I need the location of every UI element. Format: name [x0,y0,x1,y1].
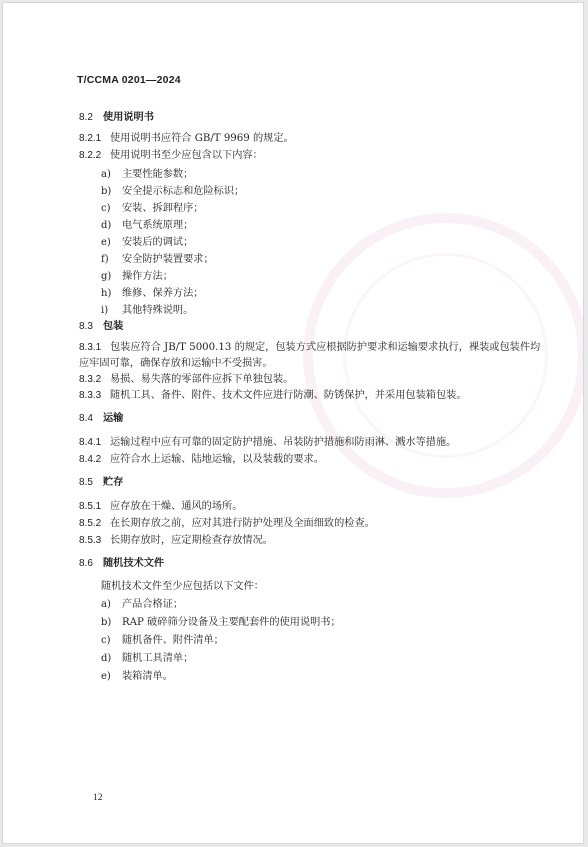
list-marker: c) [101,635,111,646]
section-number: 8.5 [79,477,93,488]
section-intro: 随机技术文件至少应包括以下文件： [101,581,264,592]
list-item-text: 产品合格证； [122,599,184,610]
list-marker: h) [101,288,112,299]
section-number: 8.6 [79,558,93,569]
clause-number: 8.4.1 [79,437,102,448]
list-item-text: 安全防护装置要求； [122,254,214,265]
document-code: T/CCMA 0201—2024 [77,74,181,86]
clause-number: 8.3.1 [79,342,102,353]
list-marker: f) [101,254,109,265]
list-marker: a) [101,599,111,610]
list-item [101,219,193,233]
clause-number: 8.2.1 [79,133,102,144]
list-item-text: 主要性能参数； [122,169,194,180]
list-marker: d) [101,220,112,231]
list-marker: a) [101,169,111,180]
clause-number: 8.3.2 [79,374,102,385]
section-heading-8-5 [79,476,123,490]
section-title: 随机技术文件 [103,558,165,569]
list-item [101,202,204,216]
watermark-seal [303,213,584,498]
section-number: 8.4 [79,413,93,424]
clause-number: 8.3.3 [79,390,102,401]
clause-text: 随机工具、备件、附件、技术文件应进行防潮、防锈保护，并采用包装箱包装。 [110,390,467,401]
clause-text: 使用说明书至少应包含以下内容： [110,150,263,161]
clause-8-5-3 [79,534,273,548]
clause-text: 运输过程中应有可靠的固定防护措施、吊装防护措施和防雨淋、溅水等措施。 [110,437,457,448]
list-item-text: 操作方法； [122,271,173,282]
clause-8-4-2 [79,453,324,467]
clause-8-3-1 [79,341,540,355]
clause-number: 8.5.2 [79,518,102,529]
list-item [101,304,193,318]
clause-text: 使用说明书应符合 GB/T 9969 的规定。 [110,133,294,144]
list-item [101,253,214,267]
list-marker: c) [101,203,111,214]
list-item-text: 随机备件、附件清单； [122,635,224,646]
list-item-text: 随机工具清单； [122,653,194,664]
section-number: 8.2 [79,112,93,123]
document-page [2,2,584,844]
list-item-text: 其他特殊说明。 [122,305,194,316]
clause-text: 在长期存放之前，应对其进行防护处理及全面细致的检查。 [110,518,375,529]
list-item [101,670,173,684]
clause-text: 应存放在干燥、通风的场所。 [110,501,243,512]
list-item-text: 安全提示标志和危险标识； [122,186,245,197]
section-title: 运输 [103,413,124,424]
section-number: 8.3 [79,321,93,332]
list-item [101,185,244,199]
list-marker: e) [101,671,111,682]
section-heading-8-2 [79,111,154,125]
list-item [101,270,173,284]
clause-8-5-1 [79,500,242,514]
list-marker: b) [101,617,112,628]
clause-number: 8.5.3 [79,535,102,546]
section-heading-8-3 [79,320,123,334]
section-title: 包装 [103,321,124,332]
clause-text: 长期存放时，应定期检查存放情况。 [110,535,273,546]
list-item-text: 安装后的调试； [122,237,194,248]
list-item [101,598,183,612]
list-item [101,287,204,301]
clause-8-3-2 [79,373,293,387]
list-marker: e) [101,237,111,248]
list-item [101,652,193,666]
list-marker: i) [101,305,109,316]
section-heading-8-6 [79,557,164,571]
clause-text: 包装应符合 JB/T 5000.13 的规定，包装方式应根据防护要求和运输要求执行，裸装或包装件均 [110,342,541,353]
list-item-text: 电气系统原理； [122,220,194,231]
section-heading-8-4 [79,412,123,426]
section-title: 使用说明书 [103,112,154,123]
clause-8-4-1 [79,436,456,450]
clause-8-2-2 [79,149,263,163]
clause-continuation: 应牢固可靠，确保存放和运输中不受损害。 [79,358,273,369]
clause-8-5-2 [79,517,375,531]
list-marker: d) [101,653,112,664]
list-item [101,634,224,648]
list-marker: g) [101,271,112,282]
clause-8-2-1 [79,132,294,146]
section-title: 贮存 [103,477,124,488]
clause-text: 应符合水上运输、陆地运输，以及装载的要求。 [110,454,324,465]
list-item [101,236,193,250]
list-marker: b) [101,186,112,197]
clause-8-3-3 [79,389,467,403]
list-item-text: 装箱清单。 [122,671,173,682]
clause-number: 8.5.1 [79,501,102,512]
list-item-text: RAP 破碎筛分设备及主要配套件的使用说明书； [122,617,341,628]
page-number: 12 [93,793,103,803]
list-item [101,616,341,630]
clause-number: 8.2.2 [79,150,102,161]
list-item-text: 维修、保养方法； [122,288,204,299]
list-item [101,168,193,182]
list-item-text: 安装、拆卸程序； [122,203,204,214]
clause-number: 8.4.2 [79,454,102,465]
clause-text: 易损、易失落的零部件应拆下单独包装。 [110,374,294,385]
